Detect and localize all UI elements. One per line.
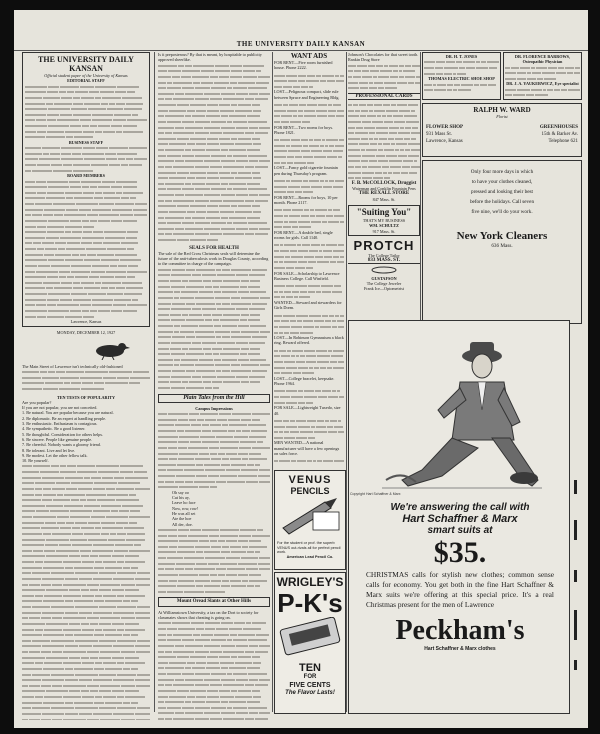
text-line (274, 429, 344, 435)
text-line (158, 411, 270, 417)
want-ad-item: LOST—Pelignoux compact, slide rule between Spruce and Engineering Bldg. (274, 89, 340, 100)
jayhawk-block (22, 338, 150, 364)
text-line (22, 497, 150, 503)
want-ad-item: LOST—In Robinson Gymnasium a black ring. Reward offered. (274, 335, 344, 346)
text-line (274, 464, 344, 466)
greenhouses: GREENHOUSES (539, 125, 578, 131)
poem-line: Ate the hoe (172, 516, 192, 522)
test-item: If you are not popular, you are not conceited. (22, 405, 98, 411)
text-line (274, 178, 344, 184)
text-line (158, 716, 270, 720)
text-line (274, 137, 344, 143)
text-line (22, 559, 150, 565)
seals-body (158, 267, 270, 391)
flower-city: Lawrence, Kansas (426, 139, 463, 145)
gustafson-sub: The College Jeweler (366, 281, 402, 287)
text-line (158, 456, 270, 462)
dir-card-2-body (505, 65, 580, 82)
plain-tales-heading: Plain Tales from the Hill (158, 394, 270, 403)
ward-ad (422, 103, 582, 157)
text-line (158, 147, 270, 153)
text-line (348, 85, 420, 91)
want-ad-body (274, 178, 344, 195)
text-line (25, 263, 147, 269)
suit-price: $35. (433, 536, 487, 569)
waterman-line: Waterman and Conklin Fountain Pens (352, 186, 416, 192)
want-ad-body (274, 207, 344, 230)
date-line: MONDAY, DECEMBER 12, 1927 (56, 330, 116, 336)
text-line (158, 626, 270, 632)
text-line (22, 604, 150, 610)
column-rule (420, 52, 421, 320)
johnson-ad: Johnson's Chocolates for that sweet tooth. Rankin Drug Store (348, 52, 419, 63)
text-line (25, 123, 147, 129)
protch-sub: The College Tailor (368, 252, 400, 258)
suiting-sub: THAT'S MY BUSINESS (362, 217, 406, 223)
text-line (22, 717, 150, 720)
text-line (22, 711, 150, 717)
text-line (158, 445, 270, 451)
lead-paragraph: Is it preposterous? By that is meant, by hospitable to publicity approved sheerlike. (158, 52, 262, 63)
test-item: 2. Be diplomatic. Be an expert at handling people. (22, 415, 107, 421)
text-line (274, 394, 344, 400)
peckhams-sub: Hart Schaffner & Marx clothes (424, 646, 496, 652)
suit-body: CHRISTMAS calls for stylish new clothes; common sense calls for economy. You get both in the fine Hart Schaffner & Marx suits we're offering at this special price. It's a real Christmas present for the men of Lawrence (366, 570, 554, 609)
telephone: Telephone 621 (548, 139, 578, 145)
wrigley-price: FIVE CENTS (289, 682, 331, 689)
test-item: 1. Be natural. You are popular because you are natural. (22, 410, 114, 416)
wrigley-ad (274, 572, 346, 714)
text-line (25, 184, 147, 190)
suit-headline-1: We're answering the call with (390, 502, 530, 513)
suit-ad-copy (360, 502, 560, 652)
column-rule (346, 52, 347, 712)
paper-subtitle: Official student paper of the University of Kansas (44, 73, 128, 78)
text-line (22, 587, 150, 593)
greenhouses-addr: 15th & Barker Av. (541, 132, 578, 138)
man-in-suit-illustration (382, 330, 542, 495)
text-line (25, 274, 147, 280)
editorial-box (22, 52, 150, 327)
mount-oread-body (158, 620, 270, 720)
column-rule (154, 52, 155, 712)
text-line (22, 369, 150, 375)
board-heading: BOARD MEMBERS (67, 173, 105, 179)
test-item: 7. Be cheerful. Nobody wants a gloomy friend. (22, 442, 101, 448)
text-line (158, 538, 270, 544)
text-line (274, 102, 344, 108)
scan-edge-marks (574, 480, 580, 680)
text-line (158, 102, 270, 108)
prof-cards-heading: PROFESSIONAL CARDS (348, 93, 420, 100)
plain-tales-body (158, 411, 270, 490)
text-line (424, 65, 499, 71)
text-line (25, 201, 147, 207)
want-ad-item: FOR RENT—A double bed, single rooms for girls. Call 1140. (274, 229, 333, 241)
text-line (22, 576, 150, 582)
text-line (158, 368, 270, 374)
venus-pencils-ad (274, 470, 346, 570)
text-line (158, 583, 270, 589)
test-item: 3. Be enthusiastic. Enthusiasm is contagious. (22, 421, 98, 427)
want-ad-body (274, 73, 344, 90)
text-line (158, 306, 270, 312)
want-ad-item: FOR RENT—Two rooms for boys. Phone 1821. (274, 124, 334, 135)
text-line (158, 572, 270, 578)
wrigley-tagline: The Flavor Lasts! (285, 690, 335, 696)
poem-line: All der, doe. (172, 521, 193, 527)
protch-address: 833 MASS. ST. (367, 258, 401, 264)
paper-name: THE UNIVERSITY DAILY KANSAN (38, 55, 134, 73)
tests-body (22, 463, 150, 720)
ny-cleaners-name: New York Cleaners (456, 230, 548, 243)
text-line (158, 671, 270, 677)
ring-icon (369, 266, 399, 274)
text-line (158, 278, 270, 284)
suiting-headline: "Suiting You" (356, 206, 412, 217)
mccollock-name: F. B. McCOLLOCK, Druggist (351, 180, 417, 186)
text-line (505, 92, 580, 98)
seals-heading: SEALS FOR HEALTH (189, 245, 239, 251)
editorial-column (22, 52, 150, 720)
want-ad-item: WANTED—Steward and stewardess for Girls Dorm. (274, 300, 342, 311)
business-heading: BUSINESS STAFF (68, 139, 104, 145)
text-line (348, 119, 420, 125)
poem-line: Now, row, row! (172, 505, 199, 511)
test-item: 10. Be yourself. (22, 458, 49, 464)
dir-card-1-body (424, 59, 499, 76)
cleaners-line-1: Only four more days in which (470, 169, 534, 176)
text-line (25, 145, 147, 151)
text-line (348, 147, 420, 153)
text-line (25, 291, 147, 297)
schultz-ad (348, 205, 420, 236)
text-line (348, 164, 420, 170)
business-list (25, 145, 147, 173)
greenhouse-block (540, 124, 578, 145)
text-line (22, 632, 150, 638)
text-line (274, 154, 344, 160)
want-ad-body (274, 283, 344, 300)
text-line (424, 87, 499, 93)
text-line (22, 621, 150, 627)
text-line (274, 283, 344, 289)
pencil-icon (277, 496, 343, 536)
dir-card-3: THOMAS ELECTRIC SHOE SHOP (428, 76, 495, 82)
text-line (158, 351, 270, 357)
venus-copy: For the student or prof. the superb VENUS out-rivals all for perfect pencil work. (277, 541, 341, 555)
dir-card-1: DR. H. T. JONES (445, 54, 478, 59)
schultz-address: 917 Mass. St. (372, 228, 396, 234)
dir-card-3-body (424, 81, 499, 92)
gustafson-foot: Frank Ice—Optometrist (363, 286, 405, 292)
venus-brand: VENUS (288, 474, 332, 486)
text-line (25, 218, 147, 224)
poem-line: Oh say oo (172, 489, 189, 495)
text-line (22, 531, 150, 537)
ward-sub: Florist (496, 114, 508, 120)
text-line (274, 359, 344, 365)
directory-left (422, 52, 501, 100)
text-line (158, 220, 270, 226)
text-line (22, 542, 150, 548)
text-line (158, 699, 270, 705)
text-line (158, 473, 270, 479)
want-ad-item: FOR SALE—Scholarship to Lawrence Business College. Call Winfield. (274, 270, 340, 281)
dir-card-2: DR. FLORENCE BARROWS, Osteopathic Physician (514, 54, 571, 65)
test-item: 8. Be tolerant. Live and let live. (22, 447, 76, 453)
want-ads-heading: WANT ADS (290, 52, 328, 60)
lead-body (158, 63, 270, 243)
want-ad-body (274, 137, 344, 165)
want-ad-item: LOST—College bracelet, keepsake. Phone 1964. (274, 375, 335, 387)
dir-card-4: DR. J. A. YAUKERWICZ, Eye specialist (506, 81, 579, 87)
plain-tales-body-2 (158, 527, 270, 595)
want-ad-item: LOST—Fancy gold cigarette fountain pen during Thursday's program. (274, 165, 338, 176)
text-line (158, 237, 270, 243)
schultz-name: WM. SCHULTZ (369, 223, 399, 229)
mount-oread-text: At Williamstown University, a tax on the Dort to society for classmates shows that cheating is going on. (158, 609, 259, 621)
ward-name: RALPH W. WARD (473, 106, 531, 115)
text-line (158, 340, 270, 346)
text-line (158, 654, 270, 660)
mount-oread-heading: Mount Oread Slants at Other Hills (158, 597, 270, 606)
flower-shop: FLOWER SHOP (426, 125, 464, 131)
text-line (25, 162, 147, 168)
staff-list (25, 84, 147, 140)
text-line (22, 386, 150, 392)
text-line (158, 589, 270, 595)
text-line (22, 677, 150, 683)
ny-cleaners-address: 636 Mass. (491, 243, 513, 250)
directory-cards (422, 52, 582, 100)
want-ad-item: FOR RENT—Five room furnished house. Phone 2222. (274, 60, 333, 71)
cleaners-line-4: before the holidays. Call seven (469, 199, 535, 206)
directory-right (503, 52, 582, 100)
text-line (22, 469, 150, 475)
tests-intro: Are you popular? (22, 399, 52, 405)
rexall-address: 847 Mass. St. (372, 196, 396, 202)
gustafson-ad (348, 266, 420, 291)
protch-name: PROTCH (353, 237, 415, 253)
want-ad-item: FOR RENT—Rooms for boys, 10 per month. Phone 2117. (274, 194, 338, 206)
peckhams-name: Peckham's (395, 615, 525, 646)
want-ad-body (274, 388, 344, 405)
tests-list (22, 405, 150, 463)
text-line (25, 308, 147, 314)
text-line (22, 649, 150, 655)
text-line (158, 175, 270, 181)
text-line (25, 246, 147, 252)
address: Lawrence, Kansas (70, 319, 102, 325)
want-ad-body (274, 313, 344, 336)
text-line (22, 666, 150, 672)
test-item: 5. Be thoughtful. Consideration for others helps. (22, 431, 104, 437)
test-item: 4. Be sympathetic. Be a good listener. (22, 426, 86, 432)
dir-card-4-body (505, 87, 580, 98)
text-line (274, 418, 344, 424)
want-ads-list (274, 60, 344, 466)
publication-notes (25, 229, 147, 319)
text-line (158, 85, 270, 91)
jayhawk-text (22, 369, 150, 392)
cleaners-line-2: to have your clothes cleaned, (471, 179, 533, 186)
want-ad-body (274, 418, 344, 441)
rexall-name: THE REXALL STORE (358, 191, 410, 197)
text-line (158, 385, 270, 391)
wrigley-ten: TEN (299, 662, 321, 674)
flower-shop-block (426, 124, 463, 145)
ny-cleaners-ad (422, 160, 582, 324)
want-ads-column (274, 52, 344, 466)
johnson-body (348, 63, 420, 91)
text-line (274, 213, 344, 219)
plain-tales-sub: Campus Impressions (195, 405, 233, 411)
text-line (158, 555, 270, 561)
want-ad-body (274, 458, 344, 466)
masthead: THE UNIVERSITY DAILY KANSAN (14, 40, 588, 51)
florist-column (422, 52, 582, 352)
protch-ad (348, 239, 420, 265)
venus-foot: American Lead Pencil Co. (286, 554, 334, 559)
small-ads-column (348, 52, 420, 322)
text-line (348, 102, 420, 108)
suit-copyright: Copyright Hart Schaffner & Marx (350, 492, 401, 496)
cleaners-line-3: pressed and looking their best (471, 189, 533, 196)
staff-heading: EDITORIAL STAFF (67, 78, 105, 84)
jayhawk-caption: The Main Street of Lawrence isn't technically old-fashioned (22, 363, 123, 369)
text-line (158, 323, 270, 329)
text-line (158, 527, 270, 533)
text-line (158, 192, 270, 198)
want-ad-body (274, 102, 344, 125)
text-line (348, 130, 420, 136)
text-line (22, 694, 150, 700)
flower-addr: 931 Mass St. (426, 132, 452, 138)
board-list (25, 179, 147, 230)
suit-headline-2: Hart Schaffner & Marx (402, 513, 518, 525)
text-line (274, 248, 344, 254)
prof-cards-list (348, 102, 420, 181)
wrigley-for: FOR (303, 674, 317, 680)
text-line (22, 486, 150, 492)
gum-pack-icon (276, 617, 344, 657)
seals-text: The sale of the Red Cross Christmas seals will determine the future of the anti-tuberculosis work in Douglas County, according to the committee in charge of the campaign. (158, 250, 269, 267)
want-ad-item: FOR SALE—Lightweight Tuxedo, size 40. (274, 405, 341, 416)
middle-column (158, 52, 270, 720)
poem (158, 490, 270, 527)
text-line (158, 130, 270, 136)
test-item: 9. Be modest. Let the other fellow talk. (22, 452, 88, 458)
poem-line: He was all set (172, 511, 196, 517)
wrigley-product: P-K's (277, 588, 343, 618)
venus-product: PENCILS (290, 486, 330, 496)
text-line (25, 229, 147, 235)
want-ad-body (274, 348, 344, 376)
wrigley-brand: WRIGLEY'S (276, 575, 344, 589)
text-line (158, 295, 270, 301)
poem-line: Cut his ay, (172, 495, 190, 501)
text-line (25, 106, 147, 112)
poem-line: Leave ho face (172, 500, 196, 506)
want-ad-body (274, 242, 344, 270)
cleaners-line-5: five nine, we'll do your work. (471, 209, 533, 216)
gustafson-name: GUSTAFSON (371, 275, 397, 281)
suit-headline-3: smart suits at (427, 525, 493, 536)
text-line (158, 428, 270, 434)
text-line (274, 324, 344, 330)
text-line (22, 514, 150, 520)
jayhawk-icon (90, 340, 130, 360)
want-ad-item: MEN WANTED—A national manufacturer will have a few openings on sales force. (274, 440, 340, 456)
column-rule (272, 52, 273, 712)
test-item: 6. Be sincere. People like genuine people. (22, 436, 93, 442)
tests-heading: TEN TESTS OF POPULARITY (56, 394, 116, 400)
